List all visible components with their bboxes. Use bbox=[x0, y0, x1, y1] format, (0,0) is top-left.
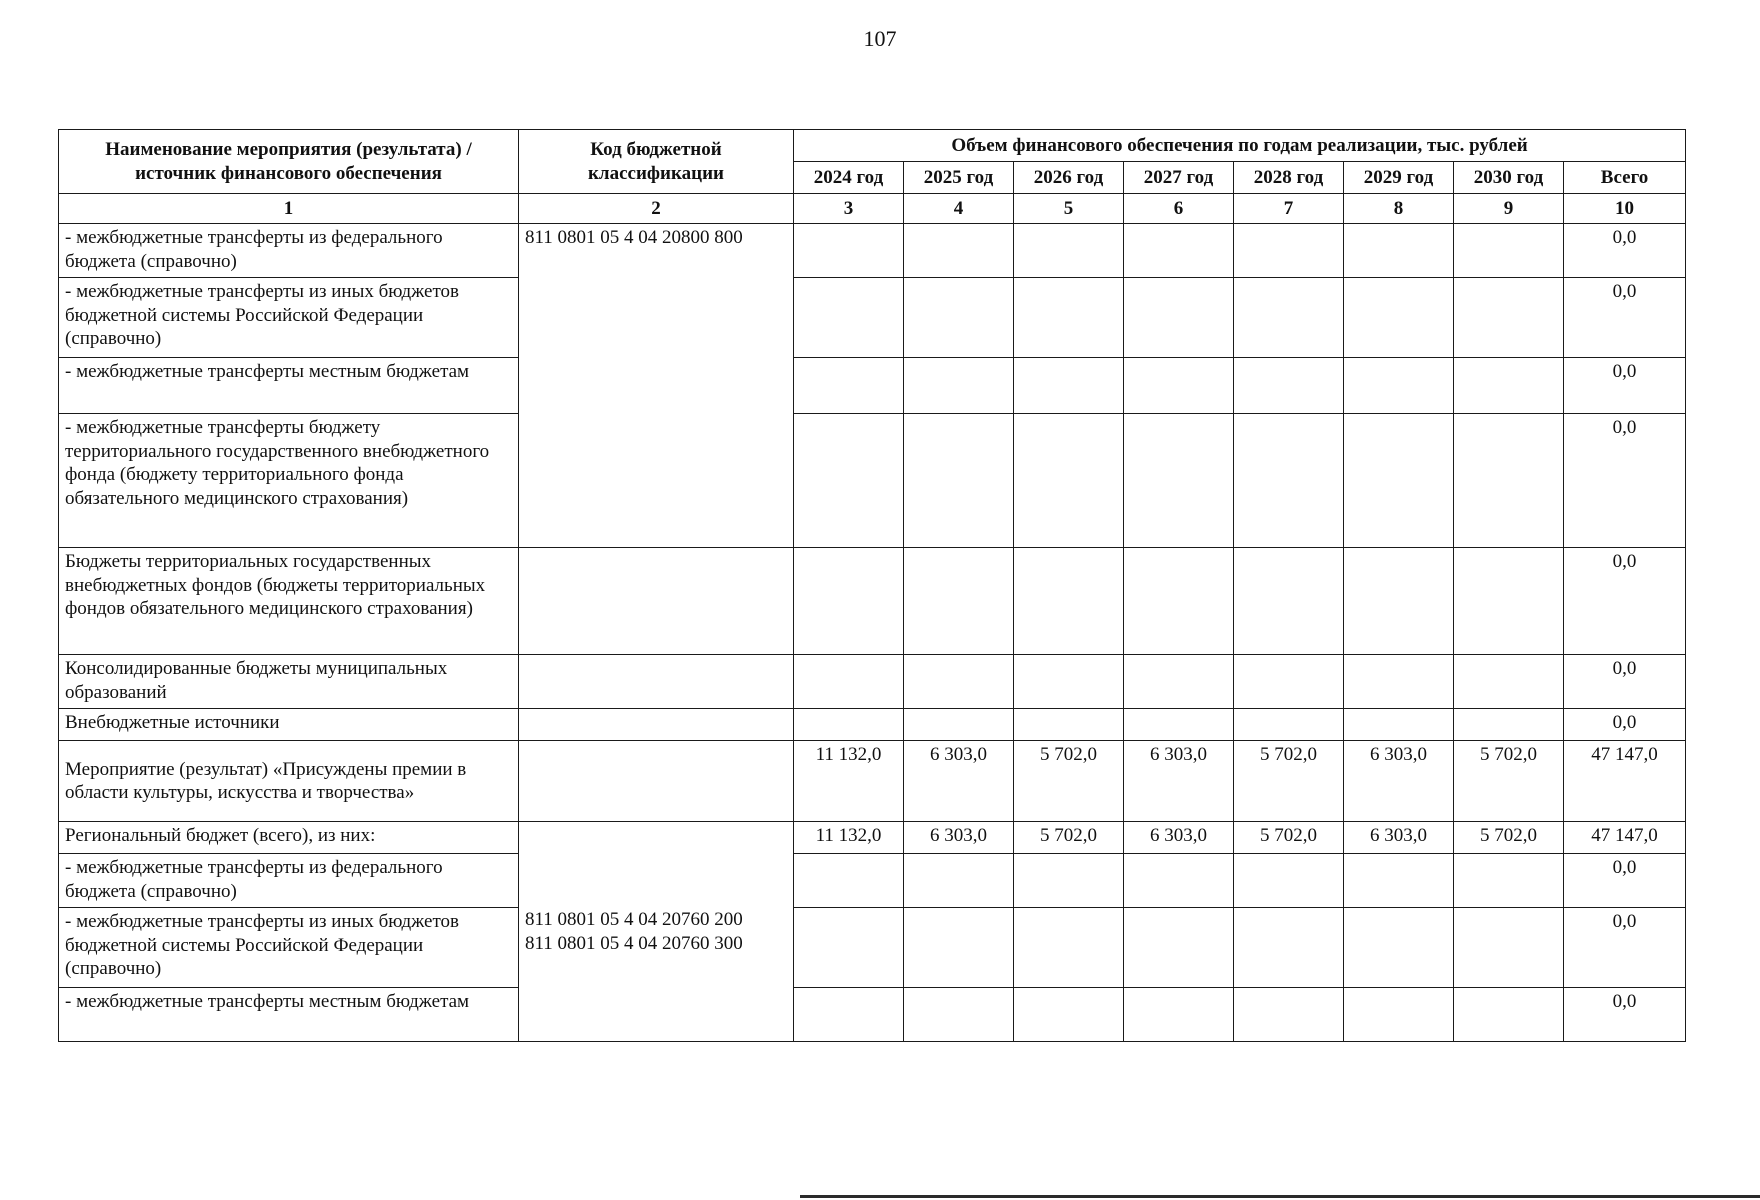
col-number: 10 bbox=[1564, 194, 1686, 224]
row-value bbox=[1124, 709, 1234, 741]
table-row bbox=[59, 988, 1686, 1042]
row-value: 11 132,0 bbox=[794, 822, 904, 854]
row-value bbox=[1344, 358, 1454, 414]
row-name: - межбюджетные трансферты бюджету территориального государственного внебюджетного фонда (бюджету территориального фонда обязательного медицинского страхования) bbox=[59, 414, 519, 548]
table-row bbox=[59, 414, 1686, 548]
row-value bbox=[1454, 414, 1564, 548]
row-value: 6 303,0 bbox=[1124, 822, 1234, 854]
header-volume: Объем финансового обеспечения по годам реализации, тыс. рублей bbox=[794, 130, 1686, 162]
col-number: 9 bbox=[1454, 194, 1564, 224]
row-value bbox=[904, 655, 1014, 709]
col-number: 2 bbox=[519, 194, 794, 224]
budget-code-empty bbox=[519, 709, 794, 741]
row-name: Мероприятие (результат) «Присуждены премии в области культуры, искусства и творчества» bbox=[59, 741, 519, 822]
row-value bbox=[1124, 358, 1234, 414]
row-value bbox=[1344, 548, 1454, 655]
row-value bbox=[1234, 655, 1344, 709]
row-value bbox=[1344, 224, 1454, 278]
row-value: 5 702,0 bbox=[1014, 822, 1124, 854]
row-value bbox=[904, 224, 1014, 278]
row-value bbox=[1344, 414, 1454, 548]
row-value: 5 702,0 bbox=[1454, 822, 1564, 854]
col-number: 8 bbox=[1344, 194, 1454, 224]
row-value bbox=[794, 548, 904, 655]
row-name: Консолидированные бюджеты муниципальных образований bbox=[59, 655, 519, 709]
row-name: - межбюджетные трансферты из иных бюджетов бюджетной системы Российской Федерации (справочно) bbox=[59, 908, 519, 988]
row-value bbox=[904, 414, 1014, 548]
header-year: 2030 год bbox=[1454, 162, 1564, 194]
row-value bbox=[1014, 709, 1124, 741]
table-row bbox=[59, 854, 1686, 908]
budget-code-empty bbox=[519, 548, 794, 655]
table-row bbox=[59, 741, 1686, 822]
col-number: 7 bbox=[1234, 194, 1344, 224]
col-number: 1 bbox=[59, 194, 519, 224]
row-name: - межбюджетные трансферты из иных бюджетов бюджетной системы Российской Федерации (справочно) bbox=[59, 278, 519, 358]
row-value bbox=[1124, 548, 1234, 655]
row-total: 0,0 bbox=[1564, 224, 1686, 278]
row-value bbox=[1014, 414, 1124, 548]
row-value bbox=[1014, 358, 1124, 414]
row-value bbox=[1344, 709, 1454, 741]
row-value bbox=[1454, 548, 1564, 655]
row-value bbox=[1124, 278, 1234, 358]
row-value bbox=[1124, 908, 1234, 988]
row-value: 5 702,0 bbox=[1014, 741, 1124, 822]
row-value bbox=[904, 988, 1014, 1042]
budget-code-empty bbox=[519, 741, 794, 822]
col-number: 3 bbox=[794, 194, 904, 224]
row-value bbox=[1234, 358, 1344, 414]
table-row bbox=[59, 908, 1686, 988]
table-row bbox=[59, 655, 1686, 709]
row-value bbox=[1234, 908, 1344, 988]
row-value bbox=[1454, 224, 1564, 278]
row-value bbox=[1234, 224, 1344, 278]
row-value bbox=[1234, 548, 1344, 655]
budget-table bbox=[58, 129, 1686, 1042]
header-year: 2024 год bbox=[794, 162, 904, 194]
row-total: 47 147,0 bbox=[1564, 822, 1686, 854]
budget-code: 811 0801 05 4 04 20800 800 bbox=[519, 224, 794, 548]
row-value bbox=[1014, 224, 1124, 278]
row-total: 0,0 bbox=[1564, 548, 1686, 655]
row-value bbox=[794, 358, 904, 414]
row-value: 5 702,0 bbox=[1454, 741, 1564, 822]
row-total: 0,0 bbox=[1564, 278, 1686, 358]
table-row bbox=[59, 709, 1686, 741]
row-value bbox=[794, 709, 904, 741]
header-year: 2029 год bbox=[1344, 162, 1454, 194]
row-value bbox=[1344, 655, 1454, 709]
row-value bbox=[1454, 278, 1564, 358]
budget-code-empty bbox=[519, 655, 794, 709]
header-year: 2026 год bbox=[1014, 162, 1124, 194]
row-value bbox=[1014, 988, 1124, 1042]
row-value bbox=[1014, 278, 1124, 358]
row-value bbox=[1014, 548, 1124, 655]
row-value bbox=[904, 358, 1014, 414]
row-value bbox=[1014, 908, 1124, 988]
row-total: 0,0 bbox=[1564, 854, 1686, 908]
row-value bbox=[1234, 709, 1344, 741]
header-year: 2027 год bbox=[1124, 162, 1234, 194]
row-value bbox=[1344, 908, 1454, 988]
row-value: 5 702,0 bbox=[1234, 741, 1344, 822]
row-value bbox=[1344, 854, 1454, 908]
page-number: 107 bbox=[863, 26, 897, 51]
row-name: - межбюджетные трансферты местным бюджетам bbox=[59, 988, 519, 1042]
row-value bbox=[1234, 854, 1344, 908]
table-row bbox=[59, 548, 1686, 655]
row-total: 0,0 bbox=[1564, 655, 1686, 709]
row-value bbox=[1344, 988, 1454, 1042]
row-value bbox=[904, 908, 1014, 988]
row-value bbox=[1454, 988, 1564, 1042]
row-value bbox=[904, 709, 1014, 741]
row-value bbox=[1124, 655, 1234, 709]
row-total: 47 147,0 bbox=[1564, 741, 1686, 822]
row-value bbox=[1454, 709, 1564, 741]
row-value: 11 132,0 bbox=[794, 741, 904, 822]
table-row bbox=[59, 278, 1686, 358]
row-value: 6 303,0 bbox=[1344, 822, 1454, 854]
row-value bbox=[1014, 655, 1124, 709]
row-value bbox=[904, 548, 1014, 655]
budget-code bbox=[519, 822, 794, 1042]
row-value bbox=[1124, 414, 1234, 548]
header-name: Наименование мероприятия (результата) / источник финансового обеспечения bbox=[59, 130, 519, 194]
row-total: 0,0 bbox=[1564, 709, 1686, 741]
row-value bbox=[1124, 988, 1234, 1042]
header-total: Всего bbox=[1564, 162, 1686, 194]
row-name: Внебюджетные источники bbox=[59, 709, 519, 741]
bottom-rule bbox=[800, 1195, 1760, 1198]
row-value: 6 303,0 bbox=[1124, 741, 1234, 822]
row-value bbox=[904, 278, 1014, 358]
row-value: 5 702,0 bbox=[1234, 822, 1344, 854]
row-value bbox=[794, 224, 904, 278]
row-value bbox=[794, 655, 904, 709]
row-value bbox=[1014, 854, 1124, 908]
row-value bbox=[1454, 854, 1564, 908]
budget-code-line: 811 0801 05 4 04 20760 300 bbox=[525, 932, 743, 954]
table-row bbox=[59, 224, 1686, 278]
table-row bbox=[59, 358, 1686, 414]
row-value bbox=[904, 854, 1014, 908]
row-value: 6 303,0 bbox=[904, 822, 1014, 854]
row-value bbox=[794, 278, 904, 358]
row-value bbox=[1234, 278, 1344, 358]
budget-code-line: 811 0801 05 4 04 20760 200 bbox=[525, 909, 743, 930]
header-year: 2025 год bbox=[904, 162, 1014, 194]
row-name: - межбюджетные трансферты местным бюджетам bbox=[59, 358, 519, 414]
row-total: 0,0 bbox=[1564, 358, 1686, 414]
row-value bbox=[1454, 908, 1564, 988]
row-value bbox=[794, 908, 904, 988]
header-year: 2028 год bbox=[1234, 162, 1344, 194]
row-name: - межбюджетные трансферты из федерального бюджета (справочно) bbox=[59, 854, 519, 908]
row-value: 6 303,0 bbox=[1344, 741, 1454, 822]
row-total: 0,0 bbox=[1564, 414, 1686, 548]
row-name: Региональный бюджет (всего), из них: bbox=[59, 822, 519, 854]
row-name: - межбюджетные трансферты из федерального бюджета (справочно) bbox=[59, 224, 519, 278]
row-value bbox=[1234, 988, 1344, 1042]
row-value bbox=[1344, 278, 1454, 358]
row-value bbox=[794, 414, 904, 548]
col-number: 5 bbox=[1014, 194, 1124, 224]
row-total: 0,0 bbox=[1564, 988, 1686, 1042]
row-value bbox=[794, 854, 904, 908]
row-value bbox=[794, 988, 904, 1042]
table-row bbox=[59, 822, 1686, 854]
row-value bbox=[1234, 414, 1344, 548]
col-number: 6 bbox=[1124, 194, 1234, 224]
row-total: 0,0 bbox=[1564, 908, 1686, 988]
row-value bbox=[1124, 854, 1234, 908]
header-code: Код бюджетной классификации bbox=[519, 130, 794, 194]
row-value bbox=[1454, 358, 1564, 414]
row-value: 6 303,0 bbox=[904, 741, 1014, 822]
row-value bbox=[1124, 224, 1234, 278]
row-name: Бюджеты территориальных государственных внебюджетных фондов (бюджеты территориальных фондов обязательного медицинского страхования) bbox=[59, 548, 519, 655]
col-number: 4 bbox=[904, 194, 1014, 224]
row-value bbox=[1454, 655, 1564, 709]
